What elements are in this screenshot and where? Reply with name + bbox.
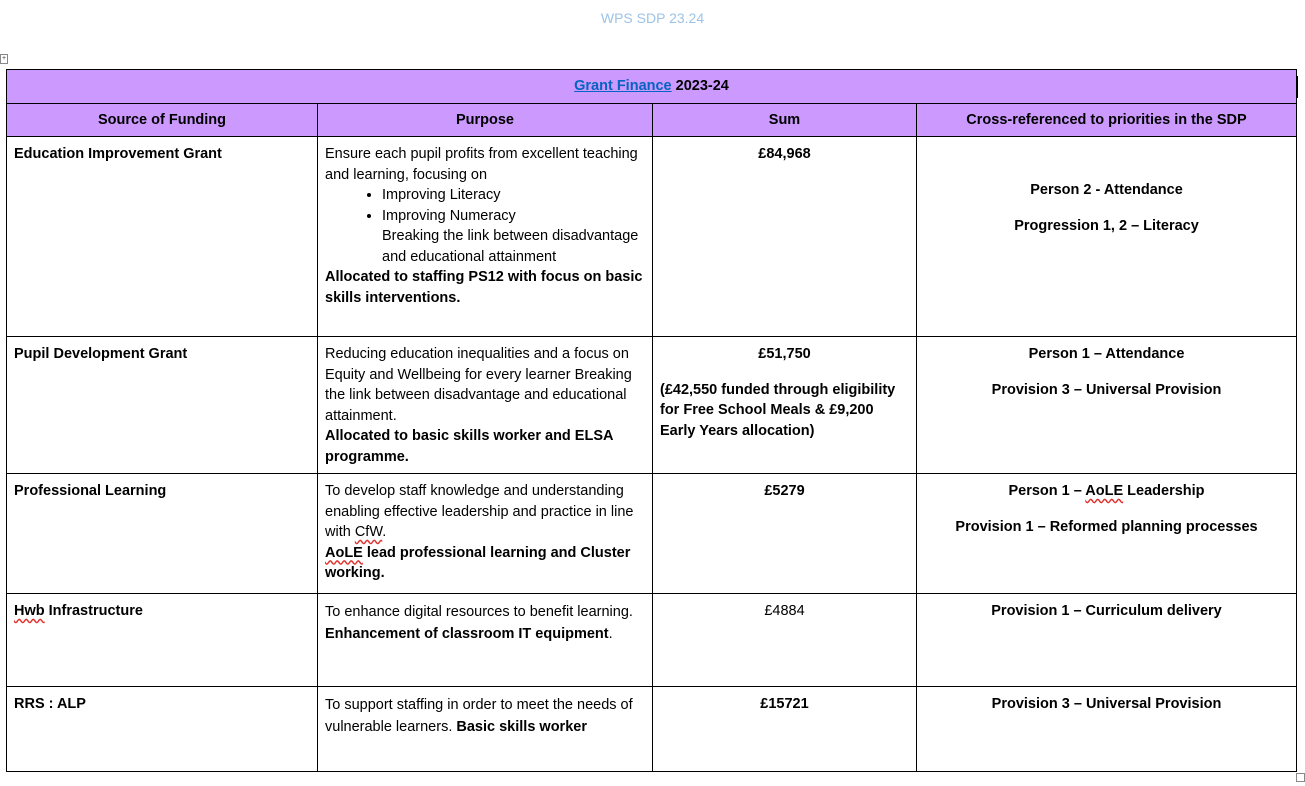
xref-priority: Provision 3 – Universal Provision [991, 381, 1222, 398]
xref-priority: Provision 3 – Universal Provision [991, 696, 1222, 712]
xref-cell[interactable] [917, 594, 1297, 687]
purpose-allocation: Allocated to basic skills worker and ELSA programme. [325, 428, 613, 465]
purpose-cell[interactable] [318, 137, 653, 337]
spell-error-word[interactable]: AoLE [1085, 483, 1124, 499]
table-title-year: 2023-24 [671, 78, 729, 94]
sum-note: (£42,550 funded through eligibility for Free School Meals & £9,200 Early Years allocation) [660, 381, 896, 439]
table-row [7, 337, 1297, 474]
table-row [7, 594, 1297, 687]
purpose-indented-text: Breaking the link between disadvantage and educational attainment [382, 228, 639, 265]
purpose-bullet-list [325, 185, 645, 226]
table-row [7, 474, 1297, 594]
col-header-xref: Cross-referenced to priorities in the SDP [917, 103, 1297, 137]
sum-cell[interactable]: £5279 [653, 474, 917, 594]
document-header: WPS SDP 23.24 [600, 10, 705, 26]
text-cursor [1297, 76, 1298, 98]
column-header-row [7, 103, 1297, 137]
source-cell[interactable] [7, 594, 318, 687]
table-row [7, 687, 1297, 772]
spell-error-word[interactable]: Hwb [14, 603, 45, 619]
table-move-handle[interactable]: + [1, 55, 7, 62]
purpose-intro: Ensure each pupil profits from excellent teaching and learning, focusing on [325, 146, 638, 183]
sum-cell[interactable]: £84,968 [653, 137, 917, 337]
xref-priority: Person 1 – Attendance [1028, 346, 1185, 362]
purpose-text: To enhance digital resources to benefit learning. [325, 604, 633, 620]
purpose-allocation: Basic skills worker [456, 719, 587, 735]
grant-finance-table [6, 69, 1297, 772]
xref-text-part: Leadership [1123, 483, 1205, 499]
xref-priority: Provision 1 – Curriculum delivery [991, 603, 1222, 619]
source-cell[interactable]: Education Improvement Grant [7, 137, 318, 337]
col-header-source: Source of Funding [7, 103, 318, 137]
sum-cell[interactable]: £4884 [653, 594, 917, 687]
purpose-allocation: Allocated to staffing PS12 with focus on basic skills interventions. [325, 269, 643, 306]
source-cell[interactable]: Pupil Development Grant [7, 337, 318, 474]
xref-priority: Progression 1, 2 – Literacy [1014, 217, 1199, 234]
xref-cell[interactable] [917, 137, 1297, 337]
purpose-cell[interactable] [318, 594, 653, 687]
spell-error-word[interactable]: CfW [354, 524, 383, 540]
purpose-text: Reducing education inequalities and a focus on Equity and Wellbeing for every learner Breaking the link between disadvantage and educational attainment. [325, 346, 632, 424]
xref-cell[interactable] [917, 474, 1297, 594]
sum-value: £51,750 [758, 346, 811, 362]
xref-priority [924, 481, 1289, 502]
xref-text-part: Person 1 – [1008, 483, 1086, 499]
table-title [7, 70, 1297, 104]
purpose-tail: . [608, 626, 613, 642]
xref-cell[interactable] [917, 687, 1297, 772]
xref-priority: Person 2 - Attendance [1030, 182, 1183, 198]
purpose-text: To support staffing in order to meet the needs of vulnerable learners. [325, 697, 633, 735]
xref-priority: Provision 1 – Reformed planning processes [955, 518, 1258, 535]
table-resize-handle[interactable] [1296, 773, 1305, 782]
purpose-cell[interactable] [318, 337, 653, 474]
purpose-text-part: . [382, 524, 387, 540]
purpose-allocation [325, 543, 645, 584]
purpose-allocation-text: lead professional learning and Cluster working. [325, 544, 631, 581]
purpose-allocation: Enhancement of classroom IT equipment [325, 626, 609, 642]
sum-cell[interactable] [653, 337, 917, 474]
bullet-item: • Improving Literacy [382, 185, 645, 206]
purpose-text [325, 481, 645, 543]
grant-finance-link[interactable]: Grant Finance [574, 78, 672, 94]
purpose-text-part: To develop staff knowledge and understanding enabling effective leadership and practice in line with [325, 483, 634, 540]
spell-error-word[interactable]: AoLE [325, 544, 363, 561]
source-cell[interactable]: Professional Learning [7, 474, 318, 594]
table-title-row [7, 70, 1297, 104]
table-row [7, 137, 1297, 337]
source-cell[interactable]: RRS : ALP [7, 687, 318, 772]
purpose-cell[interactable] [318, 474, 653, 594]
sum-cell[interactable]: £15721 [653, 687, 917, 772]
xref-cell[interactable] [917, 337, 1297, 474]
col-header-purpose: Purpose [318, 103, 653, 137]
bullet-item: • Improving Numeracy [382, 206, 645, 227]
purpose-cell[interactable] [318, 687, 653, 772]
source-text-part: Infrastructure [44, 603, 143, 619]
col-header-sum: Sum [653, 103, 917, 137]
